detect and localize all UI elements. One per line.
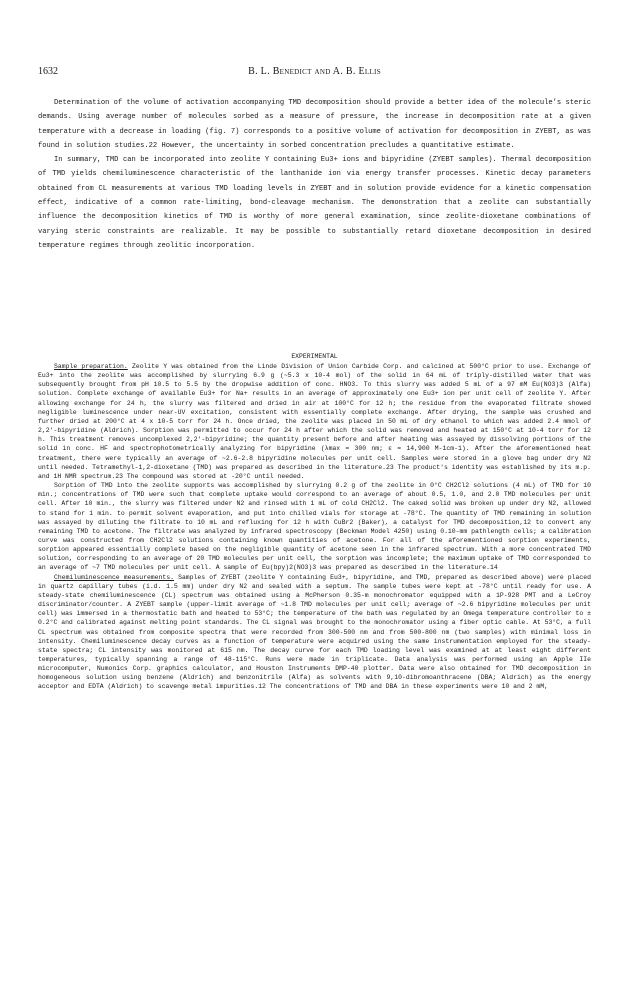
paragraph-sorption: Sorption of TMD into the zeolite supports was accomplished by slurrying 0.2 g of the zeolite in 0°C CH2Cl2 solutions (4 mL) of TMD for 10 min.; concentrations of TMD were such that complete uptake would correspond to an average of about 0.5, 1.0, and 2.0 TMD molecules per unit cell. After 10 min., the slurry was filtered under N2 and rinsed with 1 mL of cold CH2Cl2. The caked solid was broken up under dry N2, allowed to stand for 1 min. to permit solvent evaporation, and put into chilled vials for storage at -78°C. The quantity of TMD remaining in solution was assayed by diluting the filtrate to 10 mL and refluxing for 12 h with CuBr2 (Baker), a catalyst for TMD decomposition,12 to convert any remaining TMD to acetone. The filtrate was analyzed by infrared spectroscopy (Beckman Model 4250) using 0.10-mm pathlength cells; a calibration curve was constructed from CH2Cl2 solutions containing known quantities of acetone. For all of the aforementioned sorption experiments, sorption appeared essentially complete based on the negligible quantity of acetone seen in the infrared spectrum. With a more concentrated TMD solution, corresponding to an average of 20 TMD molecules per unit cell, the sorption was incomplete; the maximum uptake of TMD corresponded to an average of ~7 TMD molecules per unit cell. A sample of Eu(bpy)2(NO3)3 was prepared as described in the literature.14 <box>38 482 591 572</box>
paragraph-activation-volume: Determination of the volume of activation accompanying TMD decomposition should provide a better idea of the molecule's steric demands. Using average number of molecules sorbed as a measure of pressure, the increase in decomposition rate at a given temperature with a decrease in loading (fig. 7) corresponds to a positive volume of activation for decomposition in ZYEBT, as was found in solution studies.22 However, the uncertainty in sorbed concentration precludes a quantitative estimate. <box>38 99 591 150</box>
run-in-heading: Chemiluminescence measurements. <box>54 573 174 581</box>
paragraph-summary: In summary, TMD can be incorporated into zeolite Y containing Eu3+ ions and bipyridine (ZYEBT samples). Thermal decomposition of TMD yields chemiluminescence characteristic of the lanthanide ion via energy transfer processes. Kinetic decay parameters obtained from CL measurements at various TMD loading levels in ZYEBT and in solution provide evidence for a kinetic compensation effect, indicative of a common rate-limiting, bond-cleavage mechanism. The demonstration that a zeolite can substantially influence the decomposition kinetics of TMD is worthy of more general examination, since zeolite-dioxetane combinations of varying steric constraints are realizable. It may be possible to substantially retard dioxetane decomposition in desired temperature regimes through zeolitic incorporation. <box>38 156 591 250</box>
section-heading-experimental: EXPERIMENTAL <box>291 353 338 360</box>
paragraph-chemiluminescence <box>38 573 591 692</box>
running-header <box>38 66 591 80</box>
paragraph-sample-preparation <box>38 362 591 481</box>
discussion-text <box>38 96 591 253</box>
experimental-text <box>38 351 591 692</box>
paragraph-text: Samples of ZYEBT (zeolite Y containing Eu3+, bipyridine, and TMD, prepared as described above) were placed in quartz capillary tubes (i.d. 1.5 mm) under dry N2 and sealed with a septum. The sample tubes were kept at -78°C until ready for use. A steady-state chemiluminescence (CL) spectrum was obtained using a McPherson 0.35-m monochromator equipped with a 1P-928 PMT and a LeCroy discriminator/counter. A ZYEBT sample (upper-limit average of ~1.8 TMD molecules per unit cell; average of ~2.6 bipyridine molecules per unit cell) was immersed in a thermostatic bath and heated to 53°C; the temperature of the bath was regulated by an Omega temperature controller to ± 0.2°C and calibrated against melting point standards. The CL signal was brought to the monochromator using a fiber optic cable. At 53°C, a full CL spectrum was obtained from composite spectra that were recorded from 300-500 nm and from 500-800 nm (two samples) with minimal loss in intensity. Chemiluminescence decay curves as a function of temperature were acquired using the same instrumentation employed for the steady-state spectra; CL intensity was monitored at 615 nm. The decay curve for each TMD loading level was examined at at least eight different temperatures, typically spanning a range of 48-115°C. Runs were made in triplicate. Data analysis was performed using an Apple IIe microcomputer, Numonics Corp. graphics calculator, and Houston Instruments DMP-40 plotter. Data were also obtained for TMD decomposition in homogeneous solution using benzene (Aldrich) and benzonitrile (Alfa) as solvents with 9,10-dibromoanthracene (DBA; Aldrich) as the energy acceptor and EDTA (Aldrich) to scavenge metal impurities.12 The concentrations of TMD and DBA in these experiments were 10 and 2 mM, <box>38 573 591 691</box>
paragraph-text: Zeolite Y was obtained from the Linde Division of Union Carbide Corp. and calcined at 500°C prior to use. Exchange of Eu3+ into the zeolite was accomplished by slurrying 6.9 g (~5.3 x 10-4 mol) of the solid in 64 mL of triply-distilled water that was subsequently brought from pH 10.5 to 5.5 by the dropwise addition of conc. HNO3. To this slurry was added 5 mL of a 97 mM Eu(NO3)3 (Alfa) solution. Complete exchange of available Eu3+ for Na+ results in an average of approximately one Eu3+ ion per unit cell of zeolite Y. After allowing exchange for 24 h, the slurry was filtered and dried in air at 100°C for 12 h; the residue from the evaporated filtrate showed negligible luminescence under near-UV excitation, consistent with essentially complete exchange. After drying, the sample was crushed and further dried at 200°C at 4 x 10-5 torr for 24 h. Once dried, the zeolite was placed in 50 mL of dry ethanol to which was added 2.4 mmol of 2,2'-bipyridine (Aldrich). Sorption was permitted to occur for 24 h after which the solid was removed and heated at 150°C at 10-4 torr for 12 h. This treatment removes uncomplexed 2,2'-bipyridine; the quantity present before and after heating was assayed by dissolving portions of the solid in conc. HF and spectrophotometrically analyzing for bipyridine (λmax = 300 nm; ε = 14,900 M-1cm-1). After the aforementioned heat treatment, there were typically an average of ~2.6-2.8 bipyridine molecules per unit cell. Samples were stored in a glove bag under dry N2 until needed. Tetramethyl-1,2-dioxetane (TMD) was prepared as described in the literature.23 The product's identity was established by its m.p. and 1H NMR spectrum.23 The compound was stored at -20°C until needed. <box>38 363 591 480</box>
page-number: 1632 <box>38 66 58 77</box>
run-in-heading: Sample preparation. <box>54 363 128 370</box>
running-head-authors: B. L. Benedict and A. B. Ellis <box>248 66 381 77</box>
